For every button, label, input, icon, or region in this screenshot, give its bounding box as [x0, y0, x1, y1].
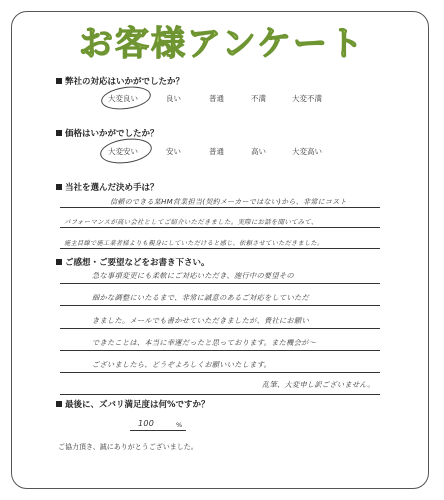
- answer-line: [60, 207, 380, 208]
- q2-option-1[interactable]: 大変安い: [108, 147, 138, 156]
- q1-option-3[interactable]: 普通: [209, 94, 224, 103]
- bullet-square-icon: [56, 184, 62, 190]
- q4-answer-line-4: できたことは、本当に幸運だったと思っております。また機会が〜: [92, 338, 317, 347]
- answer-line: [60, 394, 380, 395]
- satisfaction-unit: %: [176, 421, 183, 429]
- bullet-square-icon: [56, 130, 62, 136]
- q3-answer-line-2: パフォーマンスが高い会社としてご紹介いただきました。実際にお話を聞いてみて、: [64, 218, 318, 226]
- survey-title: お客様アンケート: [79, 24, 365, 64]
- q1-option-1[interactable]: 大変良い: [108, 94, 138, 103]
- answer-line: [60, 283, 380, 284]
- q4-answer-line-5: ございましたら、どうぞよろしくお願いいたします。: [92, 360, 272, 369]
- question-4: [56, 256, 210, 268]
- q4-answer-line-6: 乱筆、大変申し訳ございません。: [262, 380, 375, 389]
- q4-answer-line-3: きました。メールでも書かせていただきましたが、貴社にお願い: [92, 316, 309, 325]
- question-4-label: ご感想・ご要望などをお書き下さい。: [65, 258, 210, 268]
- q4-answer-line-2: 細かな調整にいたるまで、非常に誠意のあるご対応をしていただ: [92, 293, 309, 302]
- answer-line: [60, 248, 380, 249]
- question-2: [56, 127, 159, 139]
- q1-option-2[interactable]: 良い: [166, 94, 181, 103]
- answer-line: [60, 305, 380, 306]
- question-2-options: [0, 146, 444, 160]
- bullet-square-icon: [56, 259, 62, 265]
- answer-line: [60, 227, 380, 228]
- satisfaction-value[interactable]: 100: [138, 419, 155, 428]
- q2-option-3[interactable]: 普通: [209, 147, 224, 156]
- question-2-label: 価格はいかがでしたか？: [65, 129, 159, 139]
- q4-answer-line-1: 急な事項変更にも柔軟にご対応いただき、施行中の要望その: [92, 271, 294, 280]
- satisfaction-underline: [130, 430, 186, 431]
- q2-option-4[interactable]: 高い: [251, 147, 266, 156]
- answer-line: [60, 350, 380, 351]
- q2-option-2[interactable]: 安い: [166, 147, 181, 156]
- question-1-label: 弊社の対応はいかがでしたか？: [65, 77, 185, 87]
- question-3: [56, 181, 159, 193]
- q3-answer-line-3: 施主目線で施工業者様よりも親身にしていただけると感じ、依頼させていただきました。: [64, 240, 324, 247]
- question-5: [56, 398, 210, 410]
- thank-you-note: ご協力頂き、誠にありがとうございました。: [58, 443, 198, 451]
- bullet-square-icon: [56, 78, 62, 84]
- question-3-label: 当社を選んだ決め手は？: [65, 183, 159, 193]
- q1-option-4[interactable]: 不満: [251, 94, 266, 103]
- question-1-options: [0, 93, 444, 107]
- bullet-square-icon: [56, 401, 62, 407]
- answer-line: [60, 328, 380, 329]
- answer-line: [60, 372, 380, 373]
- question-5-label: 最後に、ズバリ満足度は何%ですか？: [65, 400, 210, 410]
- question-1: [56, 75, 184, 87]
- q2-option-5[interactable]: 大変高い: [292, 147, 322, 156]
- q3-answer-line-1: 信頼のできる某HM営業担当(契約メーカーではない)から、非常にコスト: [110, 198, 347, 206]
- q1-option-5[interactable]: 大変不満: [292, 94, 322, 103]
